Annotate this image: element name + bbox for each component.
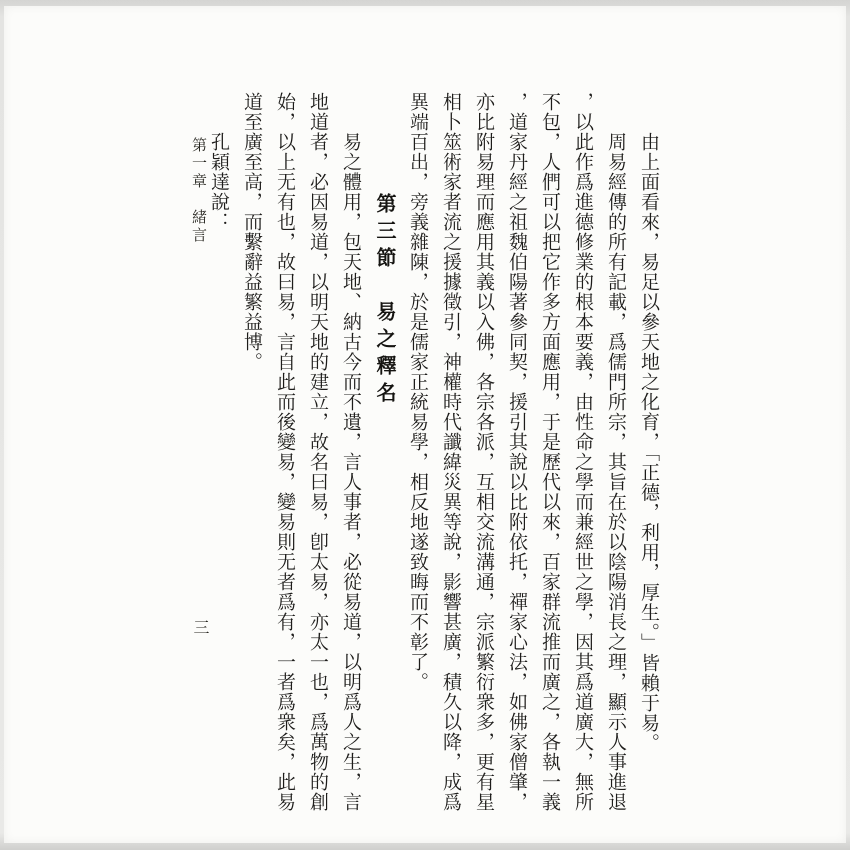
book-page [4,6,846,843]
paragraph-4: 孔穎達說： [208,132,229,232]
running-title: 第一章 緒言 [190,137,206,245]
main-text-block [202,92,665,818]
section-heading: 第三節 易之釋名 [373,193,395,409]
paragraph-1: 由上面看來，易足以參天地之化育，「正德，利用，厚生。」皆賴于易。 [638,132,659,753]
paragraph-3: 易之體用，包天地、納古今而不遺，言人事者，必從易道，以明爲人之生，言地道者，必因易道，以明天地的建立，故名曰易，卽太易，亦太一也，爲萬物的創始，以上无有也，故曰易，言自此而後變易，變易則无者爲有，一者爲衆矣，此易道至廣至高，而繫辭益繁益博。 [241,92,361,812]
page-number: 三 [191,619,208,635]
paragraph-2: 周易經傳的所有記載，爲儒門所宗，其旨在於以陰陽消長之理，顯示人事進退，以此作爲進德修業的根本要義，由性命之學而兼經世之學，因其爲道廣大，無所不包，人們可以把它作多方面應用，于是歷代以來，百家群流推而廣之，各執一義，道家丹經之祖魏伯陽著參同契，援引其說以比附依托，禪家心法，如佛家僧肇，亦比附易理而應用其義以入佛，各宗各派，互相交流溝通，宗派繁衍衆多，更有星相卜筮術家者流之援據徵引，神權時代讖緯災異等說，影響甚廣，積久以降，成爲異端百出，旁義雜陳，於是儒家正統易學，相反地遂致晦而不彰了。 [407,92,626,812]
